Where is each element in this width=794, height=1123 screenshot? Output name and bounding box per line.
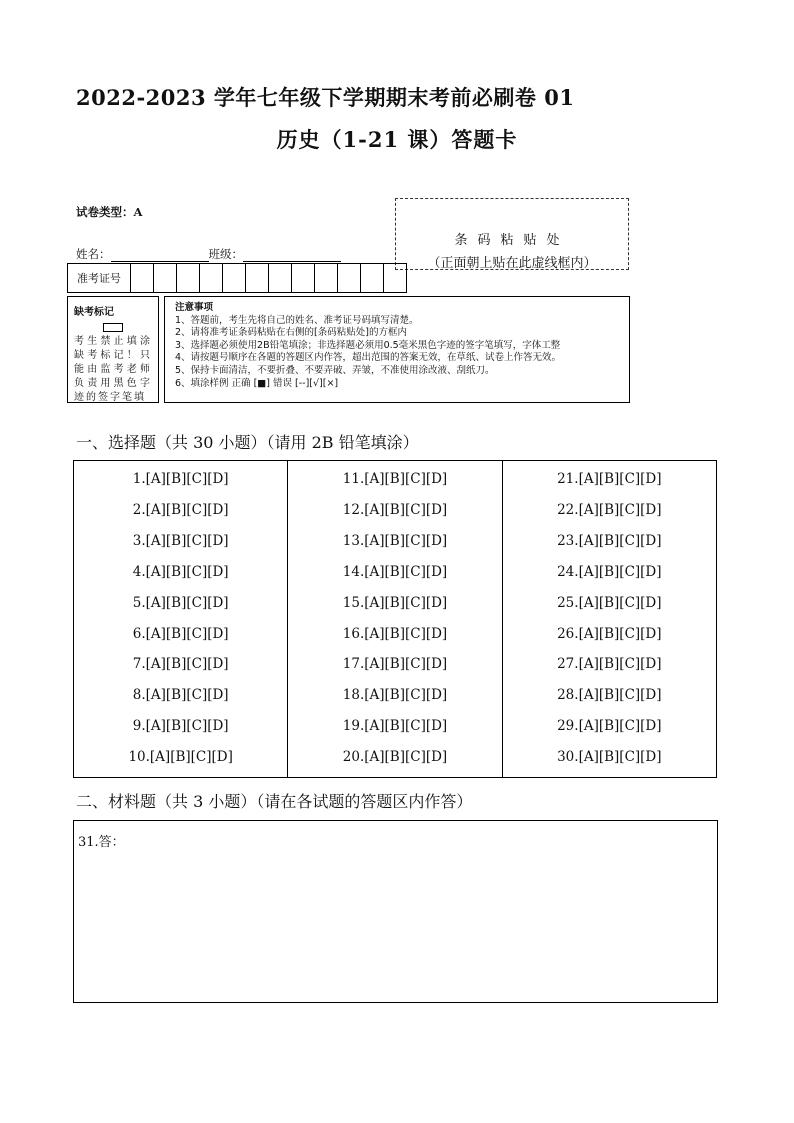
absent-heading: 缺考标记 — [74, 307, 114, 318]
choice-question[interactable]: 24.[A][B][C][D] — [557, 563, 662, 580]
barcode-label: 条码粘贴处 — [454, 233, 570, 248]
absent-text: 考生禁止填涂缺考标记！只能由监考老师负责用黑色字迹的签字笔填 — [74, 336, 152, 403]
choice-column — [74, 461, 288, 777]
exam-id-label: 准考证号 — [68, 264, 131, 292]
choice-question[interactable]: 28.[A][B][C][D] — [557, 687, 662, 704]
class-field[interactable] — [243, 249, 341, 262]
choice-question[interactable]: 23.[A][B][C][D] — [557, 532, 662, 549]
choice-column — [503, 461, 716, 777]
exam-id-cell[interactable] — [131, 264, 154, 292]
note-item: 6、填涂样例 正确 [■] 错误 [--][√][×] — [175, 377, 339, 389]
choice-question[interactable]: 8.[A][B][C][D] — [132, 687, 229, 704]
section-2-title: 二、材料题（共 3 小题）（请在各试题的答题区内作答） — [76, 792, 473, 811]
exam-id-cell[interactable] — [200, 264, 223, 292]
exam-id-cell[interactable] — [338, 264, 361, 292]
choice-question[interactable]: 12.[A][B][C][D] — [342, 501, 448, 518]
answer-label: 31.答： — [78, 835, 125, 850]
exam-id-cell[interactable] — [223, 264, 246, 292]
name-label: 姓名： — [76, 247, 111, 261]
exam-id-cell[interactable] — [269, 264, 292, 292]
choice-question[interactable]: 30.[A][B][C][D] — [557, 749, 662, 766]
choice-question[interactable]: 10.[A][B][C][D] — [128, 749, 233, 766]
exam-id-cell[interactable] — [177, 264, 200, 292]
choice-question[interactable]: 2.[A][B][C][D] — [132, 501, 229, 518]
choice-question[interactable]: 5.[A][B][C][D] — [132, 594, 229, 611]
choice-question[interactable]: 22.[A][B][C][D] — [557, 501, 662, 518]
choice-question[interactable]: 29.[A][B][C][D] — [557, 718, 662, 735]
title-line-1: 2022-2023 学年七年级下学期期末考前必刷卷 01 — [76, 85, 575, 110]
choice-question[interactable]: 21.[A][B][C][D] — [557, 471, 662, 487]
choice-question[interactable]: 16.[A][B][C][D] — [342, 625, 448, 642]
choice-question[interactable]: 18.[A][B][C][D] — [342, 687, 448, 704]
note-item: 3、选择题必须使用2B铅笔填涂；非选择题必须用0.5毫米黑色字迹的签字笔填写，字体工整 — [175, 339, 561, 351]
note-item: 5、保持卡面清洁，不要折叠、不要弄破、弄皱，不准使用涂改液、刮纸刀。 — [175, 364, 495, 376]
choice-question[interactable]: 7.[A][B][C][D] — [132, 656, 229, 673]
choice-question[interactable]: 15.[A][B][C][D] — [342, 594, 448, 611]
choice-question[interactable]: 13.[A][B][C][D] — [342, 532, 448, 549]
note-item: 1、答题前，考生先将自己的姓名、准考证号码填写清楚。 — [175, 314, 419, 326]
exam-id-cell[interactable] — [292, 264, 315, 292]
class-label: 班级： — [208, 247, 243, 261]
title-line-2: 历史（1-21 课）答题卡 — [276, 127, 518, 152]
name-class-row — [76, 246, 341, 262]
choice-question[interactable]: 17.[A][B][C][D] — [342, 656, 448, 673]
choice-question[interactable]: 9.[A][B][C][D] — [132, 718, 229, 735]
choice-question[interactable]: 1.[A][B][C][D] — [132, 471, 229, 487]
choice-question[interactable]: 4.[A][B][C][D] — [132, 563, 229, 580]
absent-mark-box — [67, 296, 159, 403]
choice-question[interactable]: 20.[A][B][C][D] — [342, 749, 448, 766]
exam-id-cell[interactable] — [154, 264, 177, 292]
choice-question[interactable]: 14.[A][B][C][D] — [342, 563, 448, 580]
exam-id-cell[interactable] — [246, 264, 269, 292]
notes-box — [164, 296, 630, 403]
choice-question[interactable]: 26.[A][B][C][D] — [557, 625, 662, 642]
absent-checkbox[interactable] — [103, 323, 123, 332]
paper-type: 试卷类型：A — [76, 205, 143, 219]
barcode-area — [395, 198, 629, 270]
exam-id-row — [67, 263, 407, 293]
notes-heading: 注意事项 — [175, 302, 214, 313]
choice-question[interactable]: 3.[A][B][C][D] — [132, 532, 229, 549]
name-field[interactable] — [111, 249, 209, 262]
choice-question[interactable]: 27.[A][B][C][D] — [557, 656, 662, 673]
choice-question[interactable]: 25.[A][B][C][D] — [557, 594, 662, 611]
choice-column — [288, 461, 502, 777]
exam-id-cell[interactable] — [315, 264, 338, 292]
exam-id-cell[interactable] — [361, 264, 384, 292]
section-1-title: 一、选择题（共 30 小题）（请用 2B 铅笔填涂） — [76, 433, 419, 452]
note-item: 2、请将准考证条码粘贴在右侧的[条码粘贴处]的方框内 — [175, 327, 407, 339]
choice-grid — [73, 460, 717, 778]
barcode-hint: （正面朝上贴在此虚线框内） — [427, 256, 597, 271]
choice-question[interactable]: 19.[A][B][C][D] — [342, 718, 448, 735]
choice-question[interactable]: 11.[A][B][C][D] — [342, 471, 448, 487]
exam-id-cell[interactable] — [384, 264, 406, 292]
answer-box-31[interactable] — [73, 820, 718, 1003]
choice-question[interactable]: 6.[A][B][C][D] — [132, 625, 229, 642]
note-item: 4、请按题号顺序在各题的答题区内作答，超出范围的答案无效，在草纸、试卷上作答无效。 — [175, 352, 562, 364]
